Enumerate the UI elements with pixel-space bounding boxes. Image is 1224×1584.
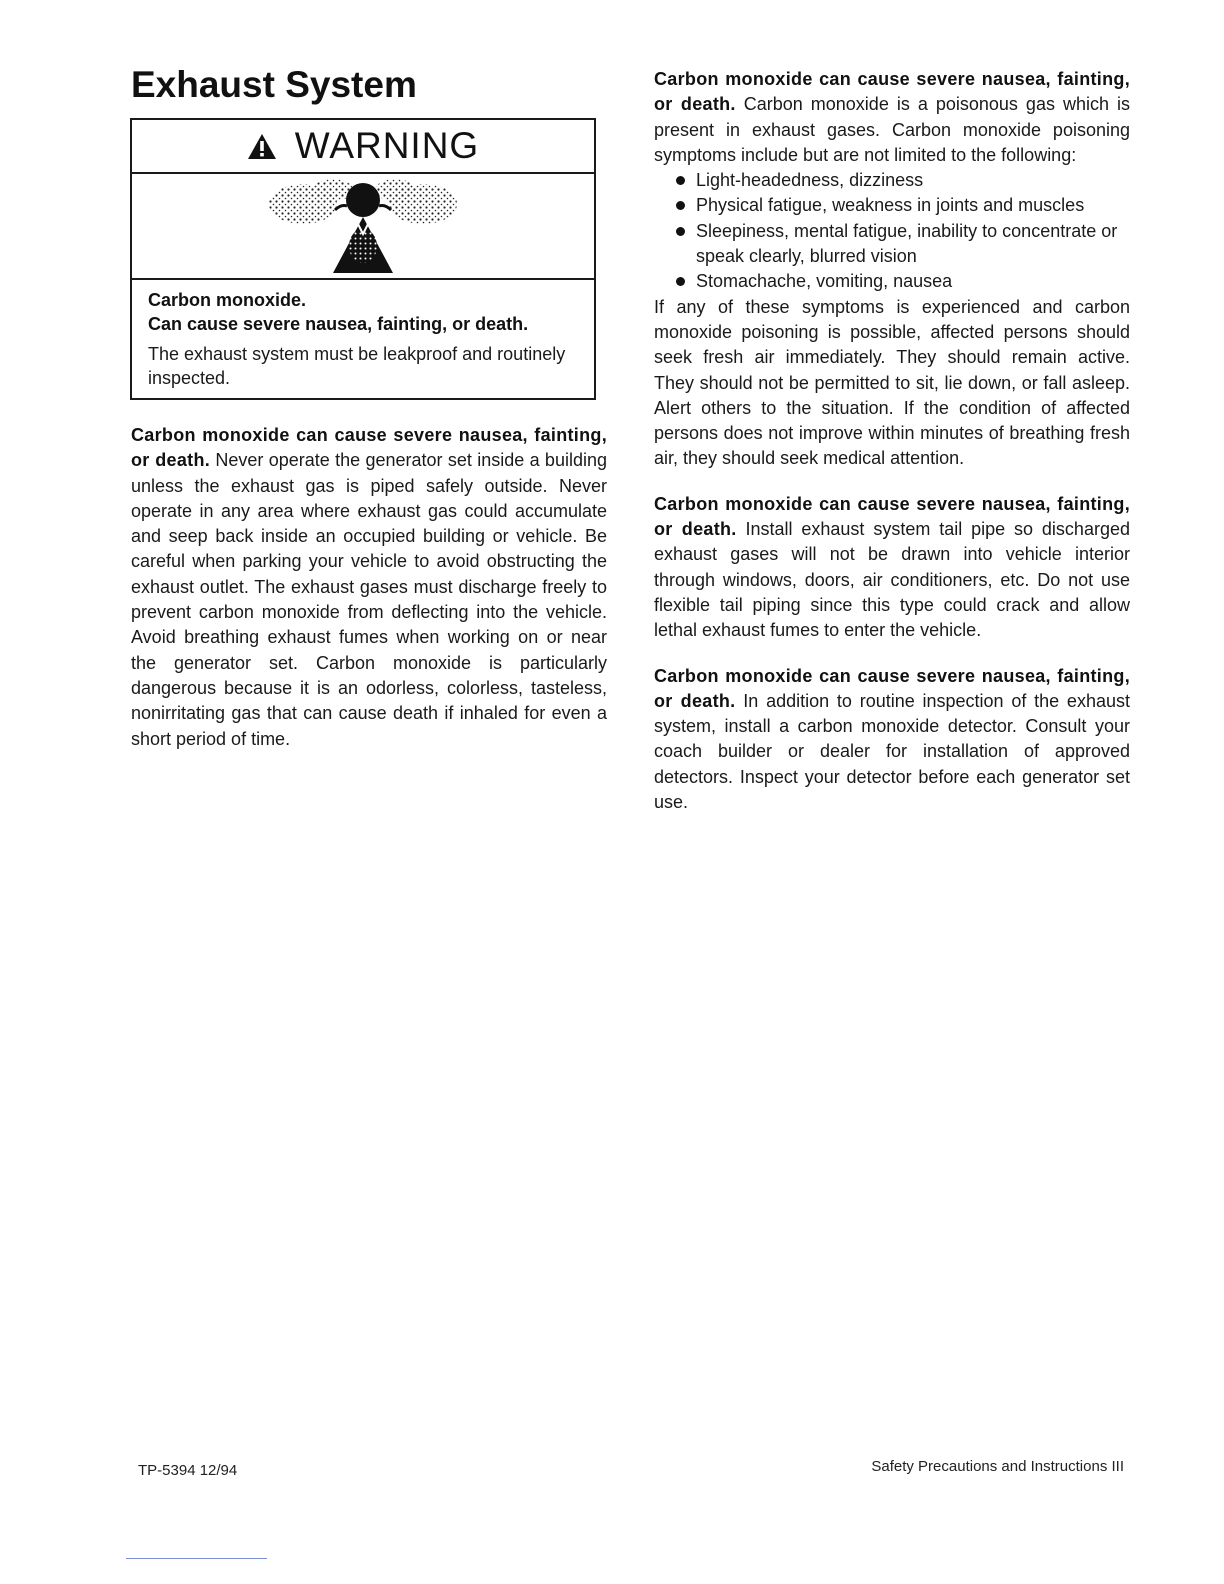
paragraph-text: Install exhaust system tail pipe so discharged exhaust gases will not be drawn into vehicle interior through windows, doors, air conditioners, etc. Do not use flexible tail piping since this type could crack and allow lethal exhaust fumes to enter the vehicle.: [654, 519, 1130, 641]
hazard-title: Carbon monoxide.: [148, 290, 307, 310]
footer-doc-id: TP-5394 12/94: [138, 1462, 238, 1479]
paragraph-lead: Carbon monoxide can cause severe nausea, fainting, or death.: [131, 425, 607, 471]
paragraph: [654, 492, 1130, 644]
warning-box: [130, 118, 596, 400]
symptom-list: [654, 168, 1130, 294]
list-item: Light-headedness, dizziness: [674, 168, 1130, 193]
paragraph-text: In addition to routine inspection of the exhaust system, install a carbon monoxide detector. Consult your coach builder or dealer for installation of approved detectors. Inspect your detector before each generator set use.: [654, 690, 1130, 813]
paragraph-text: Carbon monoxide is a poisonous gas which is present in exhaust gases. Carbon monoxide poisoning symptoms include but are not limited to the following:: [654, 94, 1130, 165]
hazard-consequence: Can cause severe nausea, fainting, or death.: [148, 314, 529, 334]
list-item: Sleepiness, mental fatigue, inability to concentrate or speak clearly, blurred vision: [674, 219, 1130, 270]
paragraph: If any of these symptoms is experienced and carbon monoxide poisoning is possible, affected persons should seek fresh air immediately. They should remain active. They should not be permitted to sit, lie down, or fall asleep. Alert others to the situation. If the condition of affected persons does not improve within minutes of breathing fresh air, they should seek medical attention.: [654, 296, 1130, 469]
warning-body: [132, 280, 594, 390]
signal-word: WARNING: [294, 125, 480, 166]
warning-pictogram: [132, 174, 594, 280]
paragraph: [131, 423, 607, 752]
list-item: Stomachache, vomiting, nausea: [674, 269, 1130, 294]
carbon-monoxide-inhalation-icon: [263, 176, 463, 276]
paragraph-lead: Carbon monoxide can cause severe nausea, fainting, or death.: [654, 665, 1130, 711]
footer-section: Safety Precautions and Instructions III: [871, 1458, 1124, 1475]
left-column: [131, 423, 607, 772]
footer-rule: [126, 1558, 267, 1559]
paragraph-lead: Carbon monoxide can cause severe nausea, fainting, or death.: [654, 69, 1130, 115]
right-column: [654, 67, 1130, 835]
paragraph: [654, 67, 1130, 168]
list-item: Physical fatigue, weakness in joints and muscles: [674, 193, 1130, 218]
warning-triangle-icon: [247, 133, 277, 160]
paragraph-lead: Carbon monoxide can cause severe nausea, fainting, or death.: [654, 493, 1130, 540]
paragraph: [654, 664, 1130, 816]
paragraph-text: Never operate the generator set inside a building unless the exhaust gas is piped safely outside. Never operate in any area where exhaust gas could accumulate and seep back inside an occupied building or vehicle. Be careful when parking your vehicle to avoid obstructing the exhaust outlet. The exhaust gases must discharge freely to prevent carbon monoxide from deflecting into the vehicle. Avoid breathing exhaust fumes when working on or near the generator set. Carbon monoxide is particularly dangerous because it is an odorless, colorless, tasteless, nonirritating gas that can cause death if inhaled for even a short period of time.: [131, 450, 607, 749]
page-title: Exhaust System: [131, 64, 417, 105]
hazard-instruction: The exhaust system must be leakproof and routinely inspected.: [148, 344, 566, 388]
warning-header: [132, 120, 594, 174]
